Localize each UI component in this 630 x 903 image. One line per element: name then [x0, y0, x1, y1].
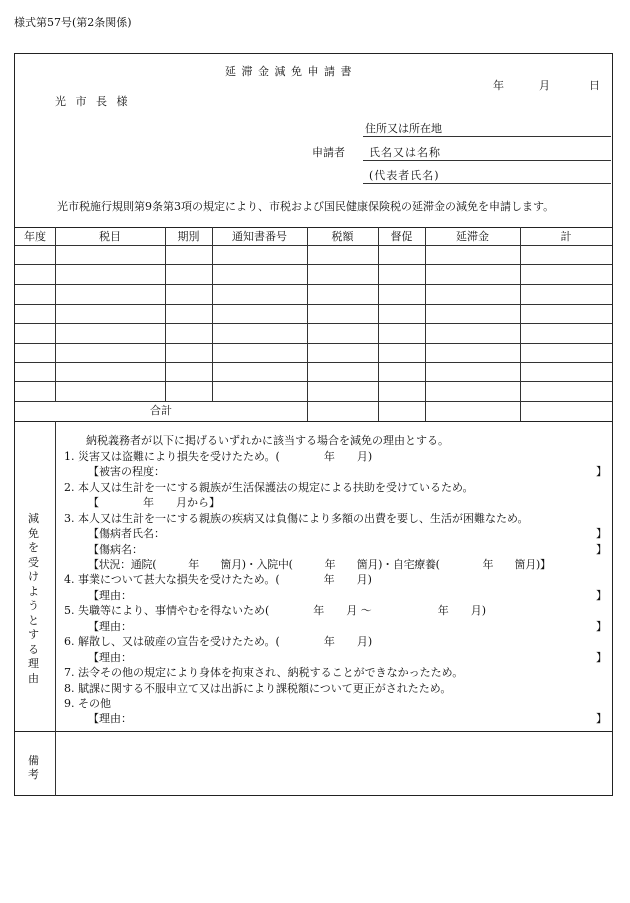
reasons-intro: 納税義務者が以下に掲げるいずれかに該当する場合を減免の理由とする。: [86, 434, 449, 447]
reason-5-detail: 【理由：: [88, 620, 132, 633]
reason-5: 5. 失職等により、事情やむを得ないため( 年 月 ～ 年 月): [64, 604, 487, 617]
representative-label: (代表者氏名): [369, 169, 440, 182]
application-statement: 光市税施行規則第9条第3項の規定により、市税および国民健康保険税の延滞金の減免を申請します。: [57, 200, 555, 213]
remarks-field[interactable]: [56, 733, 611, 793]
name-line[interactable]: [363, 160, 611, 161]
reason-3-status: 【状況：通院( 年 箇月)・入院中( 年 箇月)・自宅療養( 年 箇月)】: [88, 558, 551, 571]
reason-8: 8. 賦課に関する不服申立て又は出訴により課税額について更正がされたため。: [64, 682, 452, 695]
header-tax-type: 税目: [99, 230, 121, 243]
reason-1-detail: 【被害の程度：: [88, 465, 165, 478]
date-month: 月: [539, 79, 550, 92]
form-number: 様式第57号(第2条関係): [14, 16, 132, 29]
reason-7: 7. 法令その他の規定により身体を拘束され、納税することができなかったため。: [64, 666, 464, 679]
representative-line[interactable]: [363, 183, 611, 184]
reasons-side-label: 減免を受けようとする理由: [28, 512, 39, 685]
table-bottom-border: [15, 421, 612, 422]
reason-3-patient: 【傷病者氏名：: [88, 527, 165, 540]
remarks-label: 備考: [28, 754, 39, 781]
header-reminder: 督促: [390, 230, 413, 243]
reason-1: 1. 災害又は盗難により損失を受けたため。( 年 月): [64, 450, 373, 463]
reason-2-detail: 【 年 月から】: [88, 496, 220, 509]
reason-9: 9. その他: [64, 697, 111, 710]
applicant-address-label: 住所又は所在地: [365, 122, 442, 135]
address-line[interactable]: [363, 136, 611, 137]
application-form: [14, 53, 613, 796]
bracket-close: 】: [596, 620, 607, 633]
bracket-close: 】: [596, 651, 607, 664]
bracket-close: 】: [596, 527, 607, 540]
date-day: 日: [589, 79, 600, 92]
table-top-border: [15, 227, 612, 228]
addressee: 光 市 長 様: [55, 95, 131, 108]
applicant-label: 申請者: [312, 146, 345, 159]
reasons-bottom-border: [15, 731, 612, 732]
reason-6-detail: 【理由：: [88, 651, 132, 664]
reason-4-detail: 【理由：: [88, 589, 132, 602]
reason-2: 2. 本人又は生計を一にする親族が生活保護法の規定による扶助を受けているため。: [64, 481, 474, 494]
reason-4: 4. 事業について甚大な損失を受けたため。( 年 月): [64, 573, 372, 586]
header-late-fee: 延滞金: [456, 230, 489, 243]
header-total: 計: [560, 230, 572, 243]
bracket-close: 】: [596, 712, 607, 725]
reason-6: 6. 解散し、又は破産の宣告を受けたため。( 年 月): [64, 635, 373, 648]
bracket-close: 】: [596, 543, 607, 556]
form-title: 延 滞 金 減 免 申 請 書: [225, 65, 353, 78]
header-period: 期別: [177, 230, 200, 243]
total-row-label: 合計: [150, 404, 172, 417]
bracket-close: 】: [596, 589, 607, 602]
applicant-name-label: 氏名又は名称: [369, 146, 441, 159]
reason-9-detail: 【理由：: [88, 712, 132, 725]
reason-3-illness: 【傷病名：: [88, 543, 143, 556]
header-notice-number: 通知書番号: [232, 230, 287, 243]
reason-3: 3. 本人又は生計を一にする親族の疾病又は負傷により多額の出費を要し、生活が困難なため。: [64, 512, 529, 525]
bracket-close: 】: [596, 465, 607, 478]
header-year: 年度: [24, 230, 46, 243]
header-tax-amount: 税額: [331, 230, 354, 243]
date-year: 年: [493, 79, 504, 92]
